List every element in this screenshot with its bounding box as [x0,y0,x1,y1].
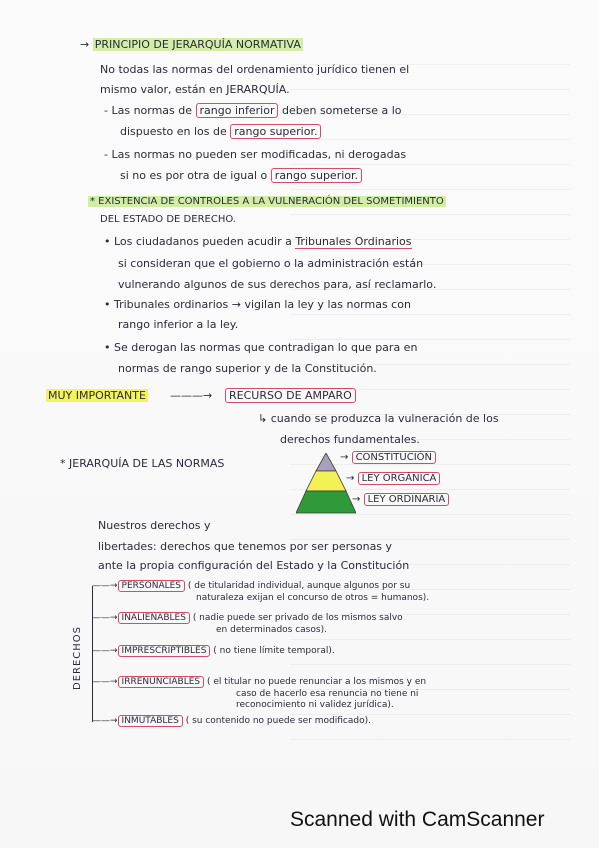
derecho-item-desc: en determinados casos). [216,625,327,635]
amparo-desc2: derechos fundamentales. [280,433,420,446]
level-ley-organica: → LEY ORGÁNICA [346,472,440,486]
principio-bullet2-cont: si no es por otra de igual o rango superior. [120,169,362,183]
principio-bullet1-cont: dispuesto en los de rango superior. [120,125,321,139]
derecho-item-desc: naturaleza exijan el concurso de otros = humanos). [196,593,430,603]
level-constitucion: → CONSTITUCIÓN [340,451,436,465]
camscanner-watermark: Scanned with CamScanner [290,808,545,831]
derechos-intro3: ante la propia configuración del Estado y la Constitución [98,559,410,572]
derecho-item-desc: reconocimiento ni validez jurídica). [236,700,394,710]
controles-b1-line2: si consideran que el gobierno o la administración están [118,257,424,270]
controles-b3-line2: normas de rango superior y de la Constitución. [118,362,377,375]
derecho-item: ——→ INMUTABLES ( su contenido no puede ser modificado). [92,716,371,726]
principio-bullet1: - Las normas de rango inferior deben someterse a lo [104,104,402,117]
level-ley-ordinaria: → LEY ORDINARIA [352,493,449,507]
principio-heading: → PRINCIPIO DE JERARQUÍA NORMATIVA [80,38,301,51]
controles-b2: • Tribunales ordinarios → vigilan la ley y las normas con [104,298,411,311]
amparo-arrow: ———→ [170,389,213,402]
controles-b2-line2: rango inferior a la ley. [118,318,239,331]
principio-line2: mismo valor, están en JERARQUÍA. [100,83,290,96]
controles-b3: • Se derogan las normas que contradigan lo que para en [104,341,418,354]
principio-line1: No todas las normas del ordenamiento jurídico tienen el [100,63,410,76]
controles-b1-line3: vulnerando algunos de sus derechos para, así reclamarlo. [118,278,437,291]
jerarquia-heading: * JERARQUÍA DE LAS NORMAS [60,457,225,470]
derechos-side-label: DERECHOS [72,625,83,690]
pyramid-bottom [296,491,356,513]
derechos-intro1: Nuestros derechos y [98,519,211,532]
derecho-item: ——→ INALIENABLES ( nadie puede ser privado de los mismos salvo [92,613,403,623]
pyramid-top [316,453,336,471]
derecho-item: ——→ IRRENUNCIABLES ( el titular no puede renunciar a los mismos y en [92,677,427,687]
derecho-item: ——→ PERSONALES ( de titularidad individual, aunque algunos por su [92,581,411,591]
rango-superior-box-2: rango superior. [271,168,362,183]
pyramid-middle [306,471,346,491]
rango-inferior-box: rango inferior [196,103,279,118]
muy-importante-label: MUY IMPORTANTE [48,389,146,402]
controles-heading-2: DEL ESTADO DE DERECHO. [100,214,236,225]
amparo-desc1: ↳ cuando se produzca la vulneración de los [258,412,499,425]
tribunales-ordinarios: Tribunales Ordinarios [295,235,412,248]
controles-b1: • Los ciudadanos pueden acudir a Tribunales Ordinarios [104,235,412,248]
controles-heading: * EXISTENCIA DE CONTROLES A LA VULNERACIÓN DEL SOMETIMIENTO [90,196,444,207]
recurso-amparo-box: RECURSO DE AMPARO [225,389,356,403]
derechos-intro2: libertades: derechos que tenemos por ser personas y [98,540,393,553]
derecho-item: ——→ IMPRESCRIPTIBLES ( no tiene límite temporal). [92,646,335,656]
derecho-item-desc: caso de hacerlo esa renuncia no tiene ni [236,689,419,699]
rango-superior-box: rango superior. [230,124,321,139]
principio-bullet2: - Las normas no pueden ser modificadas, ni derogadas [104,148,407,161]
